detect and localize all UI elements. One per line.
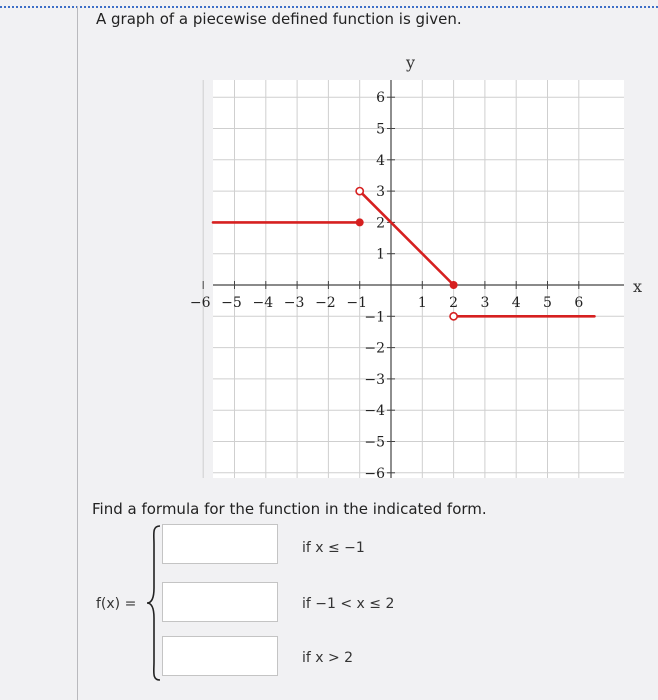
x-tick-label: −4 <box>252 295 274 311</box>
graph-background <box>213 80 624 478</box>
x-tick-label: −5 <box>221 295 242 311</box>
y-axis-label: y <box>406 53 416 72</box>
x-tick-label: −2 <box>315 295 336 311</box>
function-label-text: f(x) = <box>96 596 137 612</box>
x-tick-label: 2 <box>449 295 459 311</box>
y-tick-label: −2 <box>364 340 385 357</box>
open-endpoint <box>356 188 363 195</box>
prompt-text: Find a formula for the function in the indicated form. <box>92 500 487 518</box>
closed-endpoint <box>356 218 364 226</box>
y-tick-label: −5 <box>364 434 385 451</box>
y-tick-label: 4 <box>376 152 385 169</box>
open-endpoint <box>450 313 457 320</box>
intro-text: A graph of a piecewise defined function is given. <box>96 10 462 28</box>
y-tick-label: −6 <box>364 465 385 482</box>
condition-2: if −1 < x ≤ 2 <box>302 596 395 612</box>
x-tick-label: −6 <box>189 295 211 311</box>
y-tick-label: −1 <box>364 309 385 326</box>
x-tick-label: 5 <box>543 295 552 311</box>
closed-endpoint <box>450 281 458 289</box>
y-tick-label: 3 <box>376 184 385 201</box>
y-tick-label: −3 <box>364 371 385 388</box>
y-tick-label: 2 <box>376 215 385 232</box>
x-tick-label: −3 <box>283 295 305 311</box>
x-tick-label: 3 <box>480 295 490 311</box>
x-tick-label: 6 <box>574 295 584 311</box>
x-axis-label: x <box>633 277 643 296</box>
x-tick-label: 1 <box>417 295 427 311</box>
condition-3: if x > 2 <box>302 650 354 666</box>
answer-input-2[interactable] <box>162 582 278 622</box>
condition-1: if x ≤ −1 <box>302 540 365 556</box>
answer-input-1[interactable] <box>162 524 278 564</box>
x-tick-label: 4 <box>511 295 521 311</box>
function-label <box>96 596 136 612</box>
answer-input-3[interactable] <box>162 636 278 676</box>
left-brace <box>146 524 162 682</box>
y-tick-label: 1 <box>376 246 385 263</box>
y-tick-label: −4 <box>364 403 385 420</box>
y-tick-label: 5 <box>376 121 385 138</box>
x-tick-label: −1 <box>346 295 368 311</box>
y-tick-label: 6 <box>376 90 385 107</box>
